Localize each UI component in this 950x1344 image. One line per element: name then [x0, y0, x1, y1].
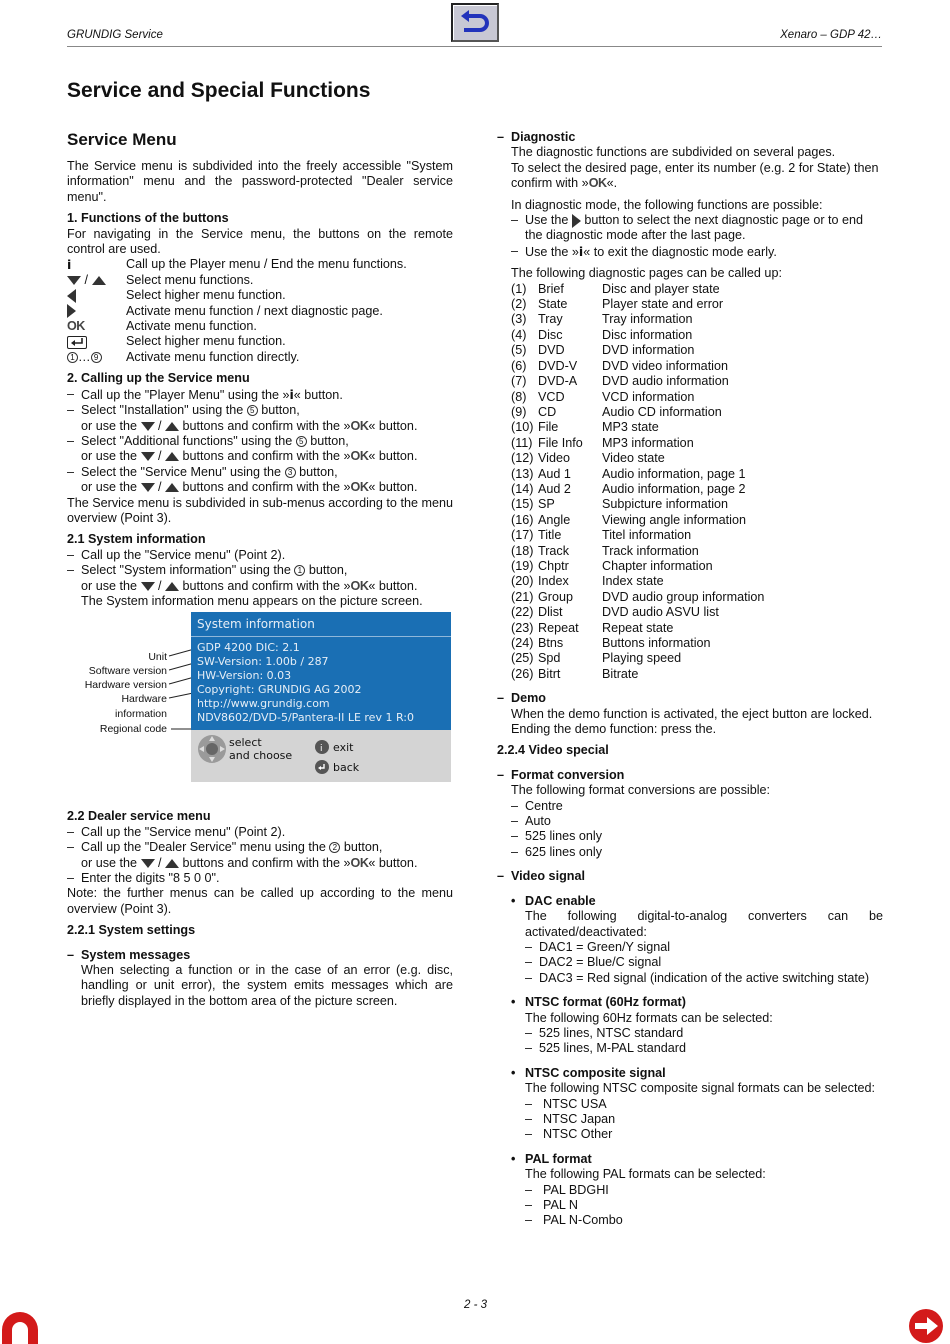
sys-line: SW-Version: 1.00b / 287	[197, 655, 329, 668]
next-page-button[interactable]	[906, 1308, 946, 1344]
diagnostic-page-row: (26) Bitrt Bitrate	[511, 666, 639, 681]
diagnostic-page-row: (1) Brief Disc and player state	[511, 281, 720, 296]
right-column	[497, 130, 883, 1229]
return-arrow-icon	[458, 10, 492, 36]
list-item-cont: or use the / buttons and confirm with the »OK« button.	[81, 855, 418, 870]
ok-icon: OK	[67, 319, 85, 334]
list-item: – PAL BDGHI	[525, 1182, 609, 1197]
diagnostic-text-1: The diagnostic functions are subdivided on several pages.	[511, 145, 836, 160]
diagnostic-page-row: (15) SP Subpicture information	[511, 497, 729, 512]
right-arrow-icon	[572, 214, 581, 228]
ntsc-composite-title: • NTSC composite signal	[511, 1065, 666, 1080]
list-item: – 525 lines, M-PAL standard	[525, 1041, 687, 1056]
list-item: – Call up the "Service menu" (Point 2).	[67, 547, 286, 562]
diagnostic-page-row: (18) Track Track information	[511, 543, 699, 558]
diagnostic-page-row: (17) Title Titel information	[511, 528, 692, 543]
ntsc-title: • NTSC format (60Hz format)	[511, 995, 686, 1010]
intro-text: The Service menu is subdivided into the freely accessible "System information" menu and the password-protected "Dealer service menu".	[67, 159, 453, 204]
sys-line: http://www.grundig.com	[197, 697, 330, 710]
diagnostic-page-row: (4) Disc Disc information	[511, 327, 693, 342]
button-row-updown: / Select menu functions.	[67, 273, 453, 288]
diagnostic-page-row: (16) Angle Viewing angle information	[511, 512, 746, 527]
list-item: – Select the "Service Menu" using the 3 button,	[67, 464, 338, 479]
back-button[interactable]	[451, 3, 499, 42]
list-item-cont: or use the / buttons and confirm with the »OK« button.	[81, 480, 418, 495]
info-button-icon	[315, 740, 329, 754]
button-row-left: Select higher menu function.	[67, 288, 453, 303]
system-info-panel	[191, 612, 451, 730]
button-row-info: i Call up the Player menu / End the menu functions.	[67, 257, 407, 273]
list-item: – NTSC USA	[525, 1096, 607, 1111]
dac-title: • DAC enable	[511, 893, 596, 908]
diagnostic-mode-text: In diagnostic mode, the following functions are possible:	[511, 197, 823, 212]
section-2-after: The Service menu is subdivided in sub-menus according to the menu overview (Point 3).	[67, 495, 453, 525]
service-menu-heading: Service Menu	[67, 130, 177, 149]
diagnostic-page-row: (9) CD Audio CD information	[511, 404, 722, 419]
list-item-cont: or use the / buttons and confirm with the »OK« button.	[81, 449, 418, 464]
info-icon: i	[67, 257, 72, 273]
section-2-2-1-title: 2.2.1 System settings	[67, 923, 196, 938]
page-title: Service and Special Functions	[67, 79, 371, 102]
sys-line: GDP 4200 DIC: 2.1	[197, 641, 300, 654]
list-item: – DAC3 = Red signal (indication of the active switching state)	[525, 970, 870, 985]
page-number: 2 - 3	[464, 1299, 488, 1311]
grundig-logo-icon	[0, 1308, 40, 1344]
ntsc-composite-list	[511, 1097, 883, 1143]
list-item: – Call up the "Service menu" (Point 2).	[67, 824, 286, 839]
ntsc-list	[511, 1026, 883, 1057]
video-signal-title: – Video signal	[497, 869, 585, 884]
back-button-icon	[315, 760, 329, 774]
ntsc-text: The following 60Hz formats can be selected:	[525, 1010, 773, 1025]
select-label: select	[229, 736, 262, 749]
diagnostic-page-row: (23) Repeat Repeat state	[511, 620, 674, 635]
label-hardware-version: Hardware version	[84, 679, 167, 691]
svg-text:i: i	[320, 744, 323, 754]
header-left: GRUNDIG Service	[67, 29, 163, 41]
demo-text-2: Ending the demo function: press the.	[511, 722, 717, 737]
pal-list	[511, 1183, 883, 1229]
diagnostic-page-row: (12) Video Video state	[511, 451, 665, 466]
list-item-cont: The System information menu appears on the picture screen.	[81, 593, 423, 608]
diagnostic-title: – Diagnostic	[497, 130, 576, 144]
diagnostic-page-row: (10) File MP3 state	[511, 420, 659, 435]
pal-title: • PAL format	[511, 1151, 592, 1166]
dac-list	[511, 940, 883, 986]
diagnostic-pages-list	[497, 282, 883, 683]
diagnostic-page-row: (5) DVD DVD information	[511, 343, 695, 358]
section-2-2-title: 2.2 Dealer service menu	[67, 809, 211, 824]
list-item: – Select "Installation" using the 5 button,	[67, 403, 300, 418]
exit-label: exit	[333, 741, 354, 754]
ntsc-composite-text: The following NTSC composite signal formats can be selected:	[525, 1081, 875, 1096]
diagnostic-page-row: (7) DVD-A DVD audio information	[511, 374, 729, 389]
right-arrow-circle-icon	[906, 1308, 946, 1344]
list-item: – Select "Additional functions" using the 5 button,	[67, 433, 349, 448]
section-2-1-title: 2.1 System information	[67, 532, 206, 547]
list-item: – 625 lines only	[511, 844, 603, 859]
down-up-icon: /	[67, 273, 126, 288]
system-messages-text: When selecting a function or in the case of an error (e.g. disc, handling or unit error), the system emits messages which are briefly displayed in the bottom area of the picture screen.	[81, 963, 453, 1008]
list-item: – PAL N-Combo	[525, 1213, 623, 1228]
list-item: – DAC2 = Blue/C signal	[525, 955, 662, 970]
diagnostic-page-row: (19) Chptr Chapter information	[511, 558, 713, 573]
label-unit: Unit	[148, 651, 167, 663]
section-1-title: 1. Functions of the buttons	[67, 211, 229, 226]
diagnostic-page-row: (11) File Info MP3 information	[511, 435, 694, 450]
diagnostic-page-row: (14) Aud 2 Audio information, page 2	[511, 481, 746, 496]
note-text: Note: the further menus can be called up according to the menu overview (Point 3).	[67, 886, 453, 916]
diagnostic-page-row: (3) Tray Tray information	[511, 312, 693, 327]
dac-text: The following digital-to-analog converters can be activated/deactivated:	[525, 909, 883, 939]
list-item: – Enter the digits "8 5 0 0".	[67, 871, 220, 885]
diagnostic-page-row: (6) DVD-V DVD video information	[511, 358, 728, 373]
format-conversion-title: – Format conversion	[497, 767, 625, 782]
button-row-enter: Select higher menu function.	[67, 334, 453, 349]
return-key-icon	[67, 334, 126, 349]
diagnostic-page-row: (21) Group DVD audio group information	[511, 589, 765, 604]
diagnostic-page-row: (8) VCD VCD information	[511, 389, 695, 404]
pages-intro: The following diagnostic pages can be called up:	[511, 266, 782, 281]
demo-text-1: When the demo function is activated, the eject button are locked.	[511, 706, 873, 721]
list-item: – PAL N	[525, 1198, 578, 1212]
section-2-title: 2. Calling up the Service menu	[67, 371, 250, 386]
list-item: – Centre	[511, 798, 563, 813]
diagnostic-text-2: To select the desired page, enter its number (e.g. 2 for State) then confirm with »OK«.	[511, 160, 879, 191]
left-arrow-icon	[67, 288, 126, 303]
list-item: – Call up the "Dealer Service" menu using the 2 button,	[67, 840, 383, 855]
list-item: – Select "System information" using the 1 button,	[67, 563, 348, 578]
format-conversion-text: The following format conversions are possible:	[511, 783, 770, 798]
list-item: – 525 lines, NTSC standard	[525, 1025, 684, 1040]
diagnostic-page-row: (13) Aud 1 Audio information, page 1	[511, 466, 746, 481]
pal-text: The following PAL formats can be selected:	[525, 1167, 766, 1182]
list-item: – Call up the "Player Menu" using the »i« button.	[67, 386, 343, 402]
video-special-title: 2.2.4 Video special	[497, 743, 609, 758]
digit-keys-icon: 1 … 9	[67, 350, 126, 365]
button-row-digits: 1 … 9 Activate menu function directly.	[67, 350, 453, 365]
list-item: – NTSC Japan	[525, 1111, 616, 1126]
button-row-right: Activate menu function / next diagnostic page.	[67, 304, 453, 319]
dpad-icon	[197, 734, 227, 764]
right-arrow-icon	[67, 304, 126, 319]
header-right: Xenaro – GDP 42…	[780, 29, 882, 41]
diagnostic-page-row: (20) Index Index state	[511, 574, 664, 589]
diagnostic-page-row: (22) Dlist DVD audio ASVU list	[511, 605, 719, 620]
sys-line: NDV8602/DVD-5/Pantera-II LE rev 1 R:0	[197, 711, 414, 724]
system-messages-title: – System messages	[67, 947, 191, 962]
list-item: – NTSC Other	[525, 1127, 613, 1142]
back-label: back	[333, 761, 360, 774]
demo-title: – Demo	[497, 691, 546, 706]
list-item: – 525 lines only	[511, 829, 603, 844]
choose-label: and choose	[229, 749, 293, 762]
list-item-cont: or use the / buttons and confirm with the »OK« button.	[81, 418, 418, 433]
system-info-title: System information	[197, 617, 315, 631]
list-item: – DAC1 = Green/Y signal	[525, 939, 671, 954]
diagnostic-page-row: (25) Spd Playing speed	[511, 651, 682, 666]
sys-line: HW-Version: 0.03	[197, 669, 292, 682]
system-info-screen	[191, 612, 451, 782]
sys-line: Copyright: GRUNDIG AG 2002	[197, 683, 362, 696]
header-rule	[67, 46, 882, 47]
left-column	[67, 130, 453, 1009]
label-hardware-information: Hardware information	[115, 693, 167, 721]
prev-page-button[interactable]	[0, 1308, 40, 1344]
list-item: – Auto	[511, 814, 551, 829]
button-row-ok: OK Activate menu function.	[67, 319, 257, 334]
format-conversion-list	[497, 799, 883, 861]
list-item-cont: or use the / buttons and confirm with the »OK« button.	[81, 578, 418, 593]
system-info-figure	[67, 612, 453, 784]
diagnostic-use-1: – Use the button to select the next diagnostic page or to end the diagnostic mode after the last page.	[511, 213, 864, 243]
label-software-version: Software version	[88, 665, 167, 677]
label-regional-code: Regional code	[99, 723, 167, 735]
diagnostic-page-row: (24) Btns Buttons information	[511, 636, 711, 650]
diagnostic-use-2: – Use the »i« to exit the diagnostic mode early.	[511, 243, 777, 259]
diagnostic-page-row: (2) State Player state and error	[511, 297, 724, 312]
section-1-text: For navigating in the Service menu, the buttons on the remote control are used.	[67, 226, 453, 257]
